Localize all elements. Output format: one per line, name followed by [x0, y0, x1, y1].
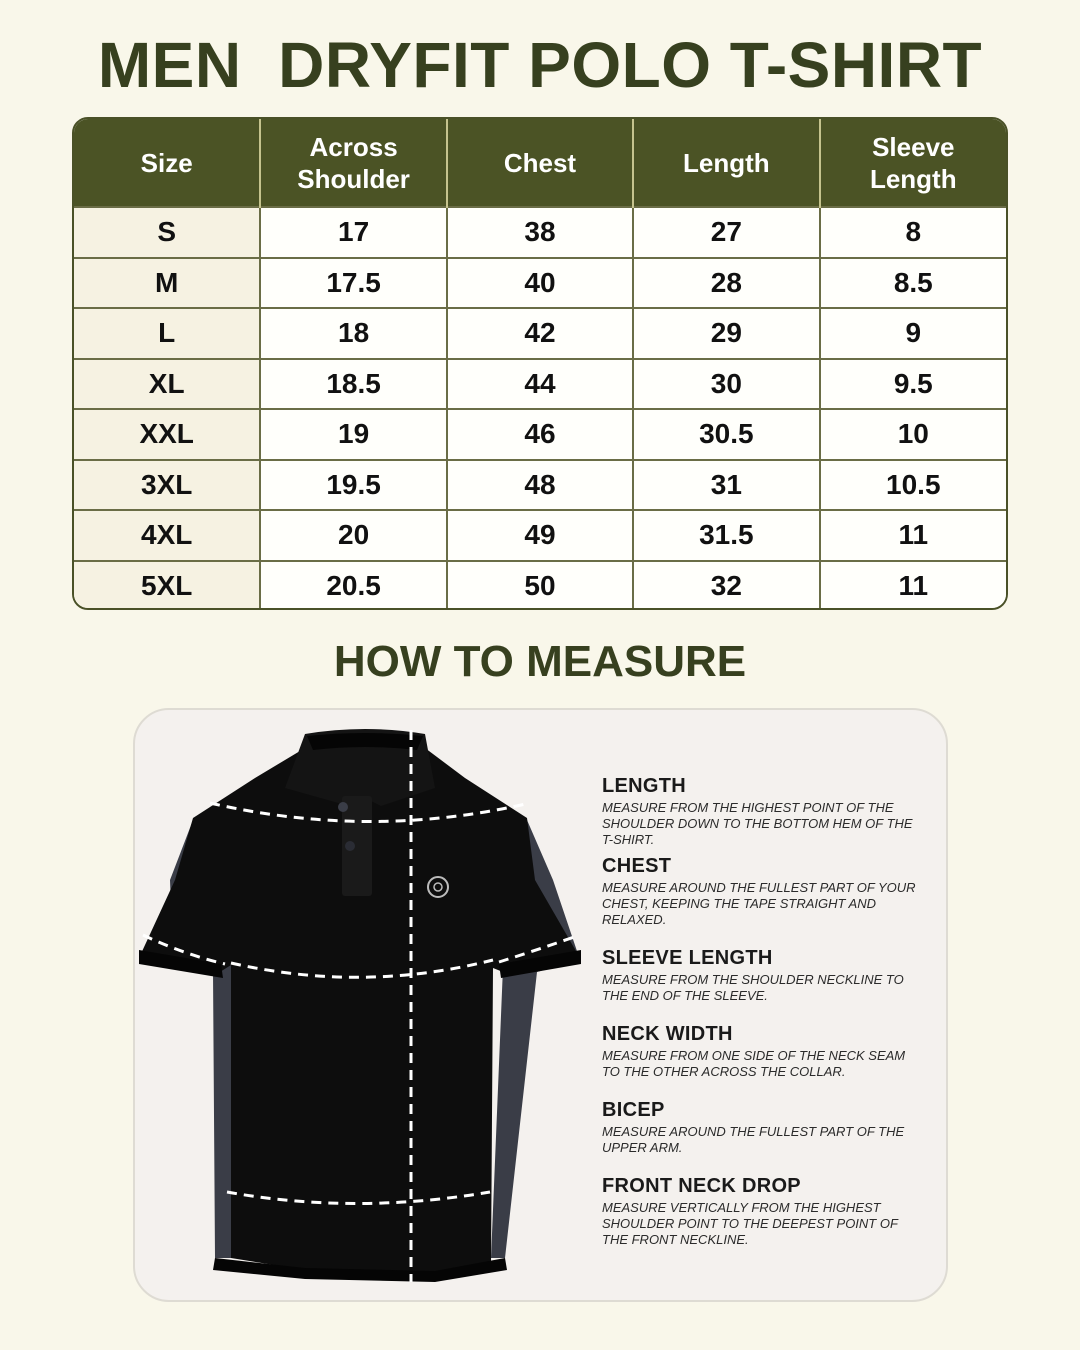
header-size: Size	[74, 119, 260, 207]
table-row	[74, 359, 1006, 410]
cell-across-shoulder: 17	[260, 207, 446, 258]
cell-across-shoulder: 20	[260, 510, 446, 561]
cell-size: 3XL	[74, 460, 260, 511]
cell-chest: 46	[447, 409, 633, 460]
cell-length: 31	[633, 460, 819, 511]
table-header-row	[74, 119, 1006, 207]
size-table	[74, 119, 1006, 610]
cell-sleeve-length: 8.5	[820, 258, 1006, 309]
measure-instructions	[602, 774, 922, 1248]
table-row	[74, 561, 1006, 611]
cell-chest: 42	[447, 308, 633, 359]
polo-shirt-illustration	[135, 710, 595, 1304]
cell-chest: 44	[447, 359, 633, 410]
cell-length: 30.5	[633, 409, 819, 460]
cell-length: 27	[633, 207, 819, 258]
cell-size: 4XL	[74, 510, 260, 561]
header-across-shoulder: Across Shoulder	[260, 119, 446, 207]
instruction-title: BICEP	[602, 1099, 665, 1121]
button-1	[338, 802, 348, 812]
size-chart	[72, 117, 1008, 610]
instruction-desc: MEASURE FROM THE HIGHEST POINT OF THE SHOULDER DOWN TO THE BOTTOM HEM OF THE T-SHIRT.	[602, 800, 913, 847]
instruction-front-neck-drop	[602, 1174, 922, 1248]
header-sleeve-length: Sleeve Length	[820, 119, 1006, 207]
instruction-desc: MEASURE FROM THE SHOULDER NECKLINE TO THE END OF THE SLEEVE.	[602, 972, 904, 1003]
cell-size: S	[74, 207, 260, 258]
cell-across-shoulder: 18.5	[260, 359, 446, 410]
instruction-desc: MEASURE AROUND THE FULLEST PART OF YOUR CHEST, KEEPING THE TAPE STRAIGHT AND RELAXED.	[602, 880, 916, 927]
instruction-desc: MEASURE VERTICALLY FROM THE HIGHEST SHOULDER POINT TO THE DEEPEST POINT OF THE FRONT NECKLINE.	[602, 1200, 898, 1247]
table-row	[74, 258, 1006, 309]
cell-sleeve-length: 11	[820, 510, 1006, 561]
cell-across-shoulder: 19.5	[260, 460, 446, 511]
instruction-title: LENGTH	[602, 775, 687, 797]
cell-sleeve-length: 9.5	[820, 359, 1006, 410]
instruction-title: SLEEVE LENGTH	[602, 947, 773, 969]
table-row	[74, 460, 1006, 511]
page-title: MEN DRYFIT POLO T-SHIRT	[97, 29, 983, 101]
instruction-sleeve-length	[602, 946, 922, 1004]
instruction-neck-width	[602, 1022, 922, 1080]
instruction-length	[602, 774, 922, 848]
cell-across-shoulder: 18	[260, 308, 446, 359]
header-chest: Chest	[447, 119, 633, 207]
cell-across-shoulder: 19	[260, 409, 446, 460]
cell-sleeve-length: 8	[820, 207, 1006, 258]
cell-sleeve-length: 10	[820, 409, 1006, 460]
cell-size: M	[74, 258, 260, 309]
cell-size: 5XL	[74, 561, 260, 611]
cell-size: XL	[74, 359, 260, 410]
header-length: Length	[633, 119, 819, 207]
cell-across-shoulder: 20.5	[260, 561, 446, 611]
instruction-title: CHEST	[602, 855, 672, 877]
cell-across-shoulder: 17.5	[260, 258, 446, 309]
measure-panel	[133, 708, 948, 1302]
cell-length: 28	[633, 258, 819, 309]
cell-chest: 38	[447, 207, 633, 258]
instruction-bicep	[602, 1098, 922, 1156]
cell-length: 31.5	[633, 510, 819, 561]
instruction-desc: MEASURE AROUND THE FULLEST PART OF THE UPPER ARM.	[602, 1124, 905, 1155]
table-row	[74, 409, 1006, 460]
cell-sleeve-length: 10.5	[820, 460, 1006, 511]
cell-length: 32	[633, 561, 819, 611]
cell-length: 29	[633, 308, 819, 359]
cell-length: 30	[633, 359, 819, 410]
instruction-chest	[602, 854, 922, 928]
cell-size: L	[74, 308, 260, 359]
table-row	[74, 308, 1006, 359]
cell-chest: 50	[447, 561, 633, 611]
table-row	[74, 207, 1006, 258]
cell-chest: 49	[447, 510, 633, 561]
cell-sleeve-length: 9	[820, 308, 1006, 359]
button-2	[345, 841, 355, 851]
cell-sleeve-length: 11	[820, 561, 1006, 611]
table-row	[74, 510, 1006, 561]
cell-size: XXL	[74, 409, 260, 460]
instruction-title: NECK WIDTH	[602, 1023, 733, 1045]
cell-chest: 40	[447, 258, 633, 309]
cell-chest: 48	[447, 460, 633, 511]
instruction-desc: MEASURE FROM ONE SIDE OF THE NECK SEAM TO THE OTHER ACROSS THE COLLAR.	[602, 1048, 906, 1079]
instruction-title: FRONT NECK DROP	[602, 1175, 801, 1197]
how-to-measure-heading: HOW TO MEASURE	[333, 637, 747, 686]
